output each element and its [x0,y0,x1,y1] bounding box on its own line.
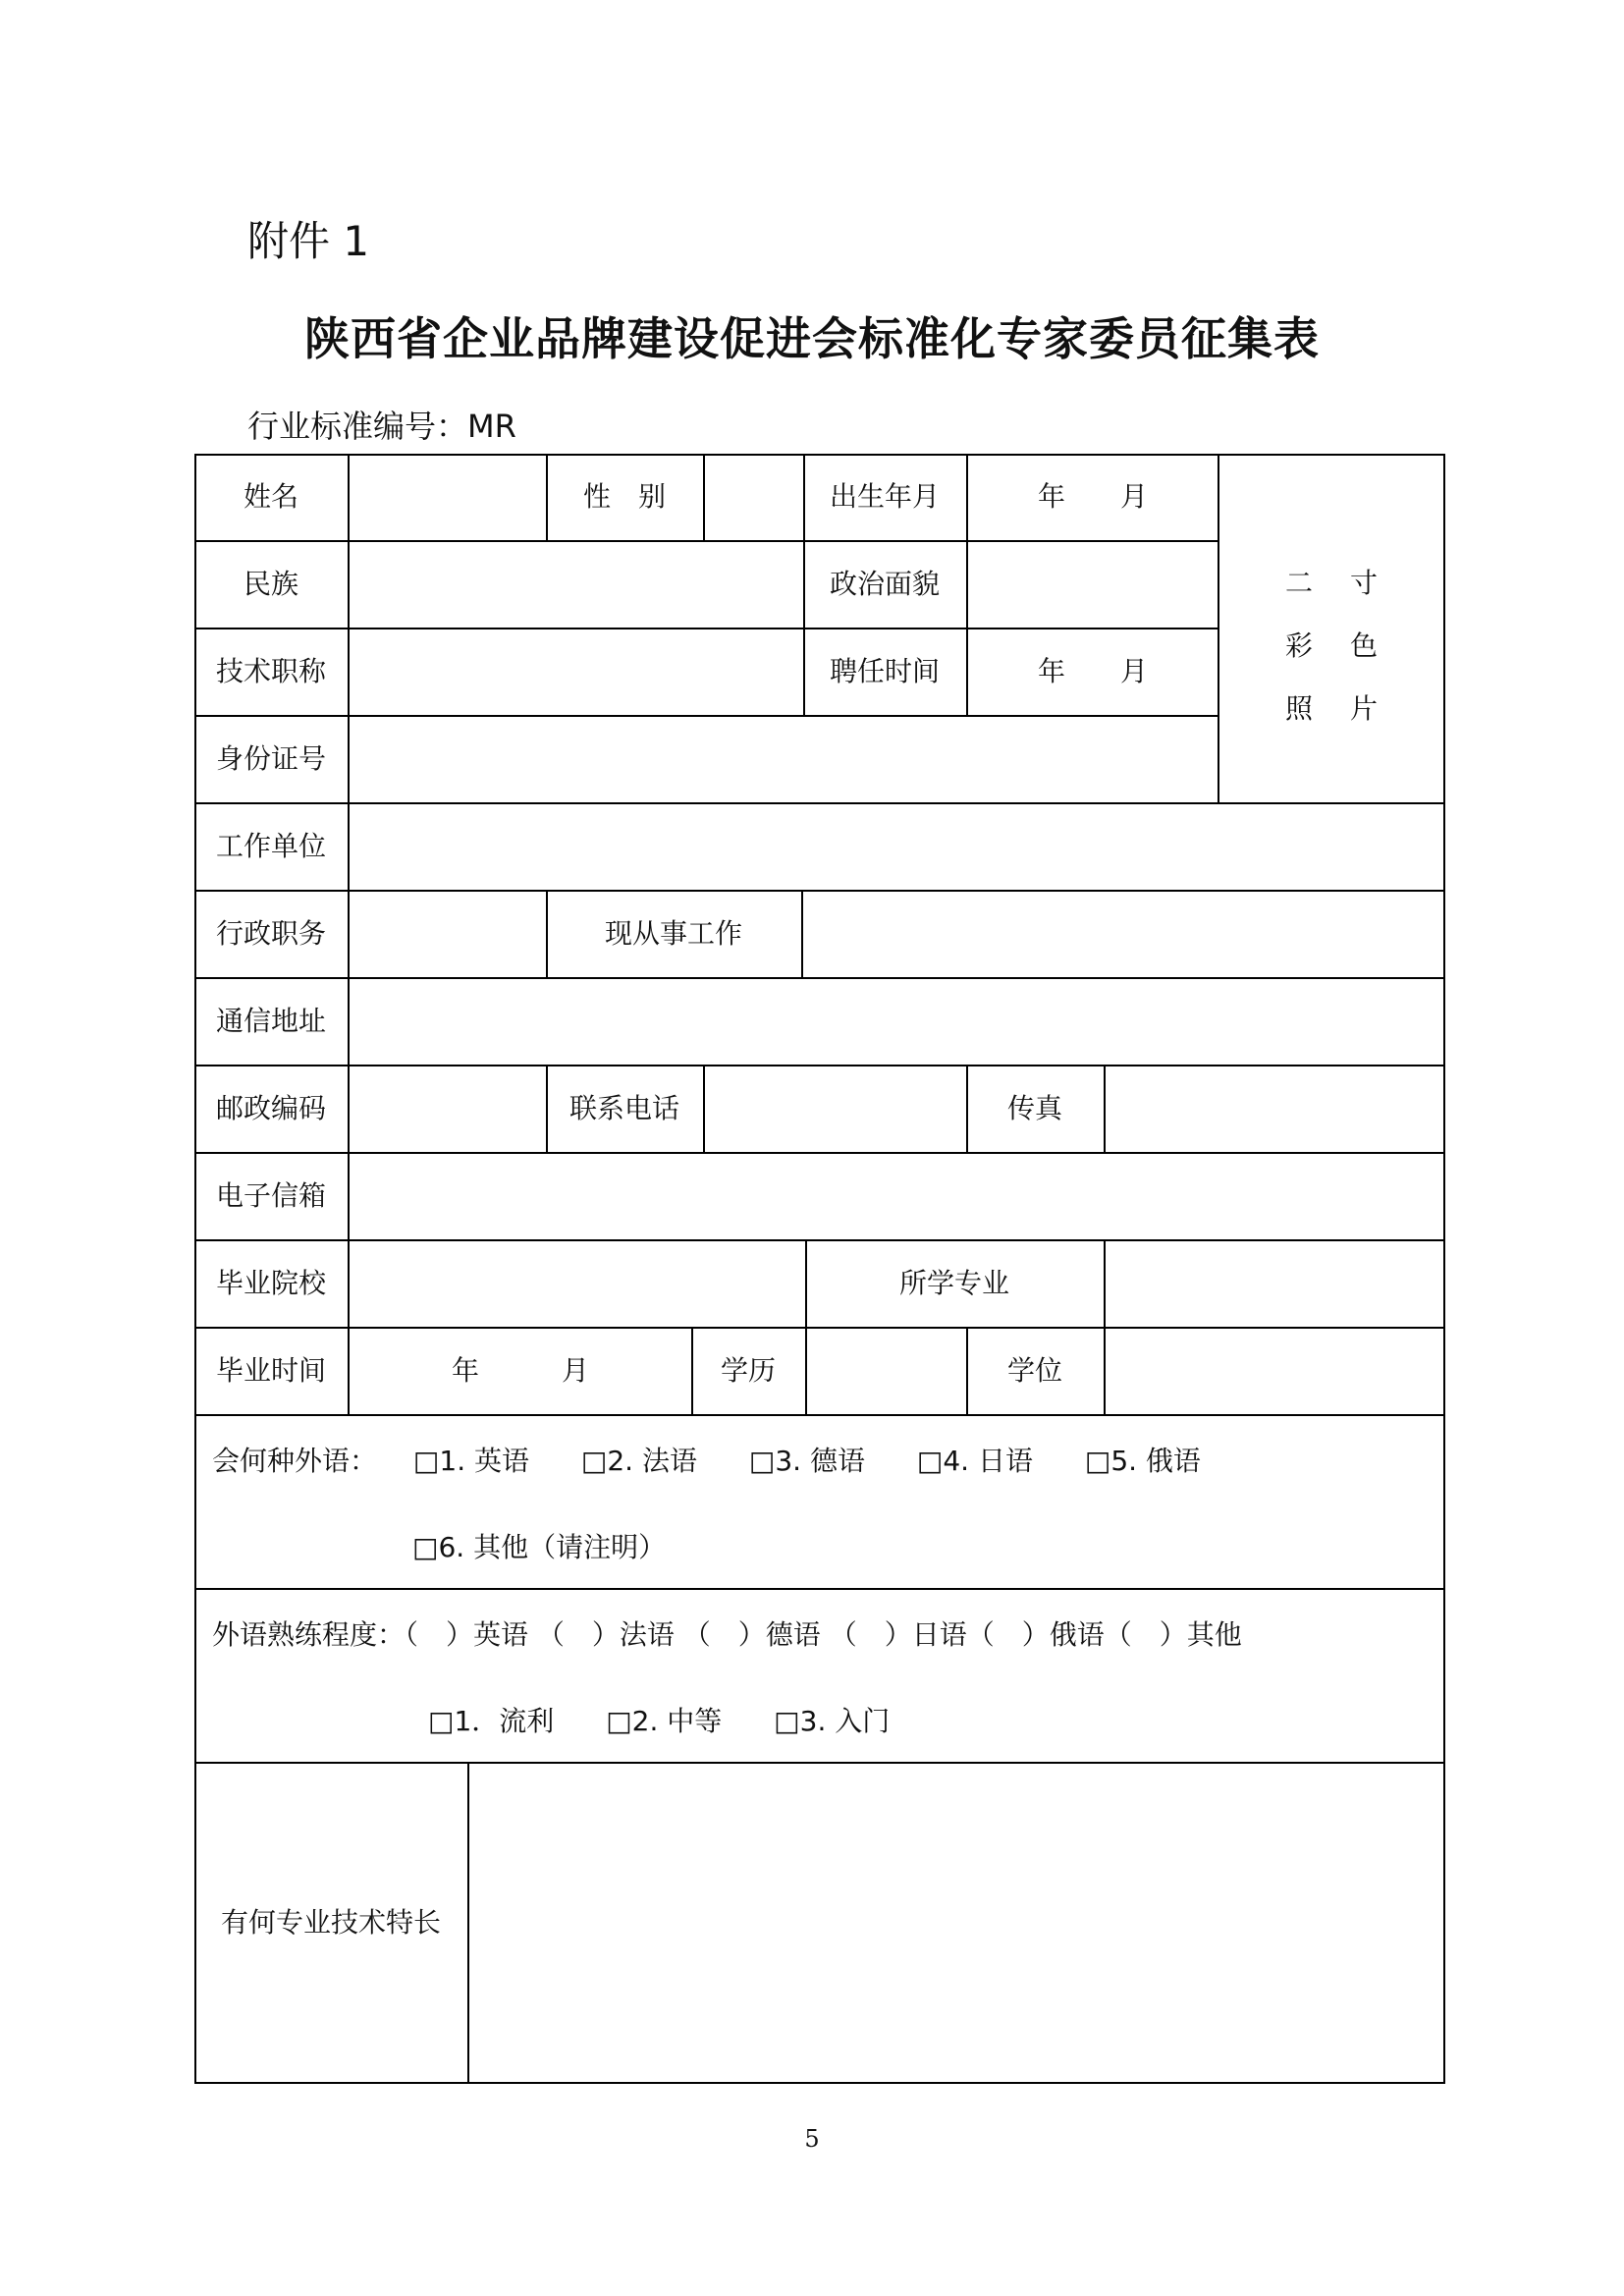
address-field[interactable] [350,977,1443,1065]
political-label: 政治面貌 [829,567,940,600]
photo-line-2: 彩色 [1284,629,1415,662]
degree-field[interactable] [1106,1327,1443,1414]
political-field[interactable] [968,540,1218,628]
birth-field[interactable]: 年 月 [1037,480,1148,513]
grad-time-field[interactable]: 年 月 [451,1353,589,1387]
name-label: 姓名 [243,480,298,513]
standard-number: 行业标准编号：MR [247,408,516,445]
address-label: 通信地址 [215,1004,326,1037]
gender-label: 性 别 [582,480,666,513]
current-work-field[interactable] [803,890,1443,977]
proficiency-option[interactable]: □1．流利 [428,1705,555,1737]
major-label: 所学专业 [898,1266,1009,1299]
application-form [194,454,1445,2084]
language-option[interactable]: □1. 英语 [412,1445,529,1477]
admin-post-label: 行政职务 [215,916,326,950]
expertise-label: 有何专业技术特长 [220,1906,441,1939]
education-field[interactable] [807,1327,966,1414]
languages-row-2 [412,1528,709,1567]
id-label: 身份证号 [215,741,326,775]
language-option-other[interactable]: □6. 其他（请注明） [412,1531,667,1563]
major-field[interactable] [1106,1239,1443,1327]
name-field[interactable] [350,454,546,540]
page-number: 5 [804,2125,820,2153]
email-label: 电子信箱 [215,1178,326,1212]
proficiency-row: 外语熟练程度：（ ）英语 （ ）法语 （ ）德语 （ ）日语（ ）俄语（ ）其他 [212,1618,1242,1651]
language-option[interactable]: □4. 日语 [916,1445,1033,1477]
appoint-time-field[interactable]: 年 月 [1037,654,1148,687]
languages-row-1 [212,1442,1244,1481]
expertise-field[interactable] [469,1764,1443,2082]
proficiency-option[interactable]: □2. 中等 [606,1705,723,1737]
page-title: 陕西省企业品牌建设促进会标准化专家委员征集表 [304,312,1320,365]
title-field[interactable] [350,628,803,715]
gender-field[interactable] [705,454,803,540]
birth-label: 出生年月 [829,480,940,513]
proficiency-option[interactable]: □3. 入门 [774,1705,891,1737]
email-field[interactable] [350,1152,1443,1239]
school-label: 毕业院校 [215,1266,326,1299]
employer-label: 工作单位 [215,829,326,862]
postcode-label: 邮政编码 [215,1091,326,1124]
grad-time-label: 毕业时间 [215,1353,326,1387]
fax-label: 传真 [1006,1091,1062,1124]
language-option[interactable]: □5. 俄语 [1084,1445,1201,1477]
education-label: 学历 [720,1353,776,1387]
current-work-label: 现从事工作 [604,916,742,950]
postcode-field[interactable] [350,1065,546,1152]
language-option[interactable]: □2. 法语 [580,1445,697,1477]
ethnicity-field[interactable] [350,540,803,628]
admin-post-field[interactable] [350,890,546,977]
phone-label: 联系电话 [568,1091,679,1124]
ethnicity-label: 民族 [243,567,298,600]
languages-label: 会何种外语： [212,1445,378,1477]
language-option[interactable]: □3. 德语 [748,1445,865,1477]
photo-line-1: 二寸 [1284,567,1415,599]
id-field[interactable] [350,715,1218,802]
appoint-time-label: 聘任时间 [829,654,940,687]
photo-box[interactable] [1218,552,1444,740]
degree-label: 学位 [1006,1353,1062,1387]
annex-label: 附件 1 [247,217,370,265]
employer-field[interactable] [350,802,1443,890]
title-label: 技术职称 [215,654,326,687]
photo-line-3: 照片 [1284,692,1415,725]
proficiency-options [428,1702,933,1741]
phone-field[interactable] [705,1065,966,1152]
fax-field[interactable] [1106,1065,1443,1152]
school-field[interactable] [350,1239,805,1327]
